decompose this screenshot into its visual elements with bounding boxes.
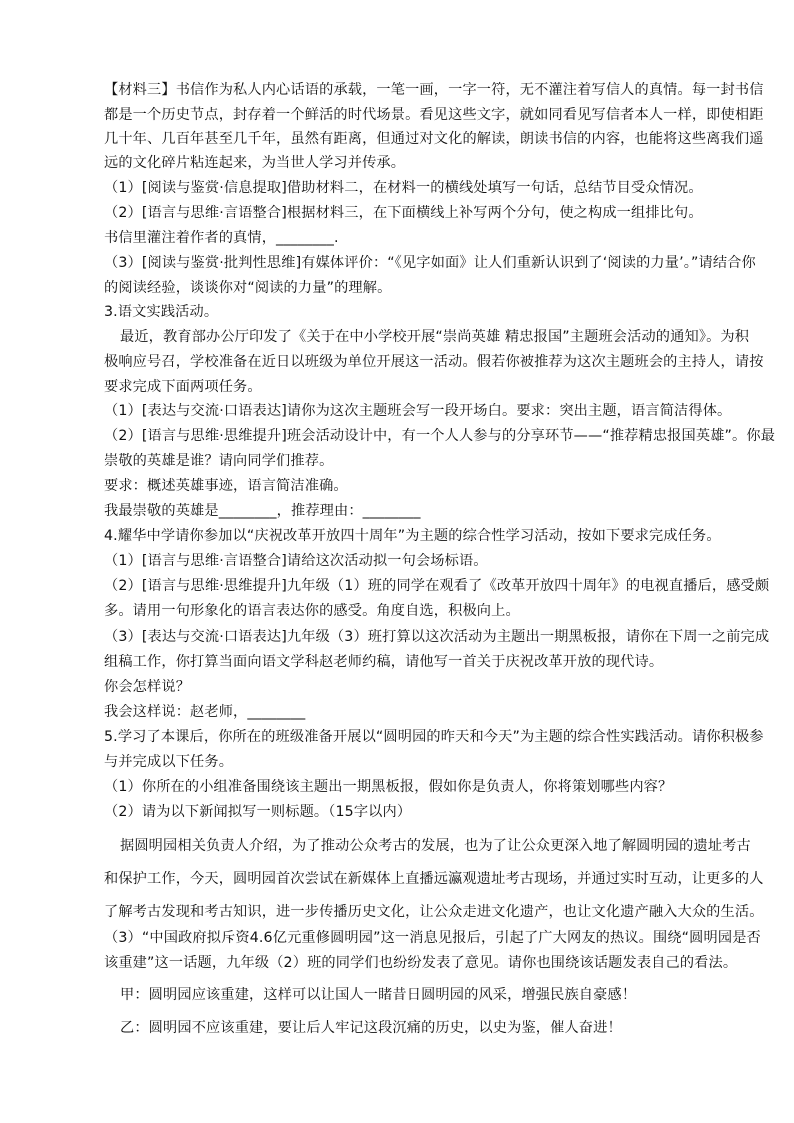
section-4-task-1: （1）[语言与思维·言语整合]请给这次活动拟一句会场标语。	[104, 553, 488, 569]
section-4-prompt: 你会怎样说？	[104, 679, 191, 695]
section-4-answer-blank: 我会这样说：赵老师，________	[104, 704, 306, 720]
section-4-task-2-line-2: 多。请用一句形象化的语言表达你的感受。角度自选，积极向上。	[104, 603, 520, 619]
section-3-answer-blank: 我最崇敬的英雄是________，推荐理由：________	[104, 503, 421, 519]
news-paragraph-line-1: 据圆明园相关负责人介绍，为了推动公众考古的发展，也为了让公众更深入地了解圆明园的遗址考古	[120, 838, 751, 854]
section-3-task-2-line-2: 崇敬的英雄是谁？请向同学们推荐。	[104, 453, 334, 469]
section-3-heading: 3.语文实践活动。	[104, 304, 219, 320]
section-5-heading-line-1: 5.学习了本课后，你所在的班级准备开展以“圆明园的昨天和今天”为主题的综合性实践活动。请你积极参	[104, 729, 764, 745]
section-3-task-2-line-1: （2）[语言与思维·思维提升]班会活动设计中，有一个人人参与的分享环节——“推荐精忠报国英雄”。你最	[104, 428, 776, 444]
question-2-item: （2）[语言与思维·言语整合]根据材料三，在下面横线上补写两个分句，使之构成一组排比句。	[104, 205, 703, 221]
material-three-line-1: 【材料三】书信作为私人内心话语的承载，一笔一画，一字一符，无不灌注着写信人的真情。每一封书信	[104, 82, 764, 98]
section-3-intro-line-1: 最近，教育部办公厅印发了《关于在中小学校开展“崇尚英雄 精忠报国”主题班会活动的通知》。为积	[120, 329, 750, 345]
section-5-task-1: （1）你所在的小组准备围绕该主题出一期黑板报，假如你是负责人，你将策划哪些内容？	[104, 779, 673, 795]
section-4-heading: 4.耀华中学请你参加以“庆祝改革开放四十周年”为主题的综合性学习活动，按如下要求完成任务。	[104, 528, 721, 544]
news-paragraph-line-3: 了解考古发现和考古知识，进一步传播历史文化，让公众走进文化遗产，也让文化遗产融入大众的生活。	[104, 904, 764, 920]
question-1-item: （1）[阅读与鉴赏·信息提取]借助材料二，在材料一的横线处填写一句话，总结节目受众情况。	[104, 180, 703, 196]
section-3-intro-line-2: 极响应号召，学校准备在近日以班级为单位开展这一活动。假若你被推荐为这次主题班会的主持人，请按	[104, 354, 764, 370]
section-3-requirement: 要求：概述英雄事迹，语言简洁准确。	[104, 478, 348, 494]
parallel-sentence-prompt: 书信里灌注着作者的真情，________.	[104, 230, 339, 246]
opinion-jia: 甲：圆明园应该重建，这样可以让国人一睹昔日圆明园的风采，增强民族自豪感！	[120, 987, 637, 1003]
question-3-item-line-2: 的阅读经验，谈谈你对“阅读的力量”的理解。	[104, 280, 392, 296]
news-paragraph-line-2: 和保护工作，今天，圆明园首次尝试在新媒体上直播远瀛观遗址考古现场，并通过实时互动，让更多的人	[104, 871, 764, 887]
material-three-line-3: 几十年、几百年甚至几千年，虽然有距离，但通过对文化的解读，朗读书信的内容，也能将这些离我们遥	[104, 131, 764, 147]
opinion-yi: 乙：圆明园不应该重建，要让后人牢记这段沉痛的历史，以史为鉴，催人奋进！	[120, 1020, 622, 1036]
section-5-task-3-line-2: 该重建”这一话题，九年级（2）班的同学们也纷纷发表了意见。请你也围绕该话题发表自己的看法。	[104, 955, 738, 971]
section-5-task-2: （2）请为以下新闻拟写一则标题。（15字以内）	[104, 804, 412, 820]
section-3-intro-line-3: 要求完成下面两项任务。	[104, 379, 262, 395]
section-4-task-3-line-2: 组稿工作，你打算当面向语文学科赵老师约稿，请他写一首关于庆祝改革开放的现代诗。	[104, 654, 664, 670]
section-3-task-1: （1）[表达与交流·口语表达]请你为这次主题班会写一段开场白。要求：突出主题，语言简洁得体。	[104, 403, 732, 419]
section-4-task-3-line-1: （3）[表达与交流·口语表达]九年级（3）班打算以这次活动为主题出一期黑板报，请你在下周一之前完成	[104, 629, 770, 645]
section-4-task-2-line-1: （2）[语言与思维·思维提升]九年级（1）班的同学在观看了《改革开放四十周年》的电视直播后，感受颇	[104, 578, 770, 594]
material-three-line-4: 远的文化碎片粘连起来，为当世人学习并传承。	[104, 155, 406, 171]
section-5-task-3-line-1: （3）“中国政府拟斥资4.6亿元重修圆明园”这一消息见报后，引起了广大网友的热议。围绕“圆明园是否	[104, 930, 761, 946]
section-5-heading-line-2: 与并完成以下任务。	[104, 754, 234, 770]
material-three-line-2: 都是一个历史节点，封存着一个鲜活的时代场景。看见这些文字，就如同看见写信者本人一样，即使相距	[104, 107, 764, 123]
question-3-item-line-1: （3）[阅读与鉴赏·批判性思维]有媒体评价：“《见字如面》让人们重新认识到了‘阅读的力量’。”请结合你	[104, 255, 756, 271]
